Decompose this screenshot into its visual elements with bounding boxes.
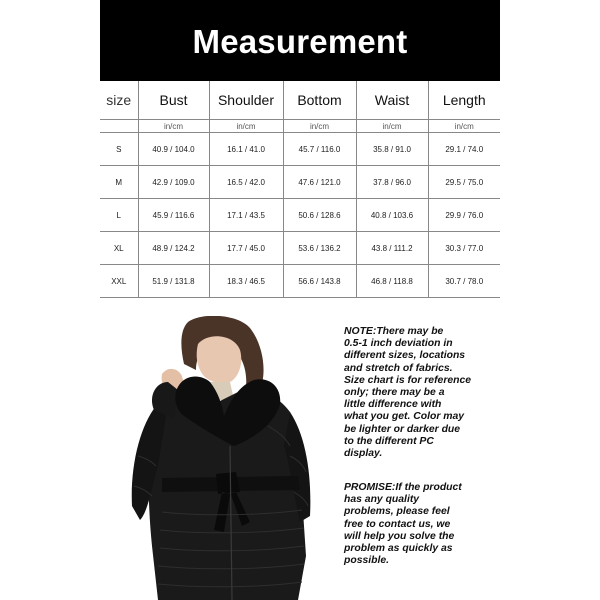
value-cell: 40.9 / 104.0: [138, 133, 209, 166]
value-cell: 30.3 / 77.0: [428, 232, 500, 265]
value-cell: 35.8 / 91.0: [356, 133, 428, 166]
column-header-bottom: Bottom: [283, 81, 356, 120]
unit-cell: in/cm: [428, 120, 500, 133]
table-row: [100, 199, 500, 232]
value-cell: 45.9 / 116.6: [138, 199, 209, 232]
value-cell: 42.9 / 109.0: [138, 166, 209, 199]
size-column-header: size: [100, 81, 138, 120]
unit-cell: in/cm: [209, 120, 283, 133]
size-chart-table: [100, 81, 500, 298]
value-cell: 29.9 / 76.0: [428, 199, 500, 232]
value-cell: 56.6 / 143.8: [283, 265, 356, 298]
value-cell: 43.8 / 111.2: [356, 232, 428, 265]
value-cell: 18.3 / 46.5: [209, 265, 283, 298]
value-cell: 29.5 / 75.0: [428, 166, 500, 199]
size-cell: M: [100, 166, 138, 199]
unit-cell: in/cm: [138, 120, 209, 133]
banner-title: Measurement: [192, 22, 408, 60]
table-header-row: [100, 81, 500, 120]
value-cell: 46.8 / 118.8: [356, 265, 428, 298]
value-cell: 47.6 / 121.0: [283, 166, 356, 199]
sizing-note: NOTE:There may be 0.5-1 inch deviation in different sizes, locations and stretch of fabrics. Size chart is for reference only; there may be a little difference with what you get. Color may be lighter or darker due to the different PC display.: [344, 326, 472, 460]
value-cell: 50.6 / 128.6: [283, 199, 356, 232]
model-face: [197, 336, 242, 383]
value-cell: 16.1 / 41.0: [209, 133, 283, 166]
product-photo: [118, 316, 338, 600]
value-cell: 40.8 / 103.6: [356, 199, 428, 232]
column-header-length: Length: [428, 81, 500, 120]
value-cell: 16.5 / 42.0: [209, 166, 283, 199]
size-cell: L: [100, 199, 138, 232]
measurement-banner: [100, 0, 500, 81]
column-header-shoulder: Shoulder: [209, 81, 283, 120]
unit-cell: in/cm: [283, 120, 356, 133]
value-cell: 17.1 / 43.5: [209, 199, 283, 232]
value-cell: 45.7 / 116.0: [283, 133, 356, 166]
value-cell: 53.6 / 136.2: [283, 232, 356, 265]
quality-promise: PROMISE:If the product has any quality problems, please feel free to contact us, we will help you solve the problem as quickly as possible.: [344, 482, 462, 567]
value-cell: 29.1 / 74.0: [428, 133, 500, 166]
table-row: [100, 232, 500, 265]
table-unit-row: [100, 120, 500, 133]
value-cell: 48.9 / 124.2: [138, 232, 209, 265]
value-cell: 51.9 / 131.8: [138, 265, 209, 298]
table-row: [100, 265, 500, 298]
column-header-waist: Waist: [356, 81, 428, 120]
unit-cell: in/cm: [356, 120, 428, 133]
value-cell: 17.7 / 45.0: [209, 232, 283, 265]
value-cell: 30.7 / 78.0: [428, 265, 500, 298]
size-cell: S: [100, 133, 138, 166]
table-row: [100, 133, 500, 166]
table-row: [100, 166, 500, 199]
size-cell: XXL: [100, 265, 138, 298]
value-cell: 37.8 / 96.0: [356, 166, 428, 199]
model-jacket-illustration: [118, 316, 338, 600]
unit-cell-empty: [100, 120, 138, 133]
size-cell: XL: [100, 232, 138, 265]
column-header-bust: Bust: [138, 81, 209, 120]
